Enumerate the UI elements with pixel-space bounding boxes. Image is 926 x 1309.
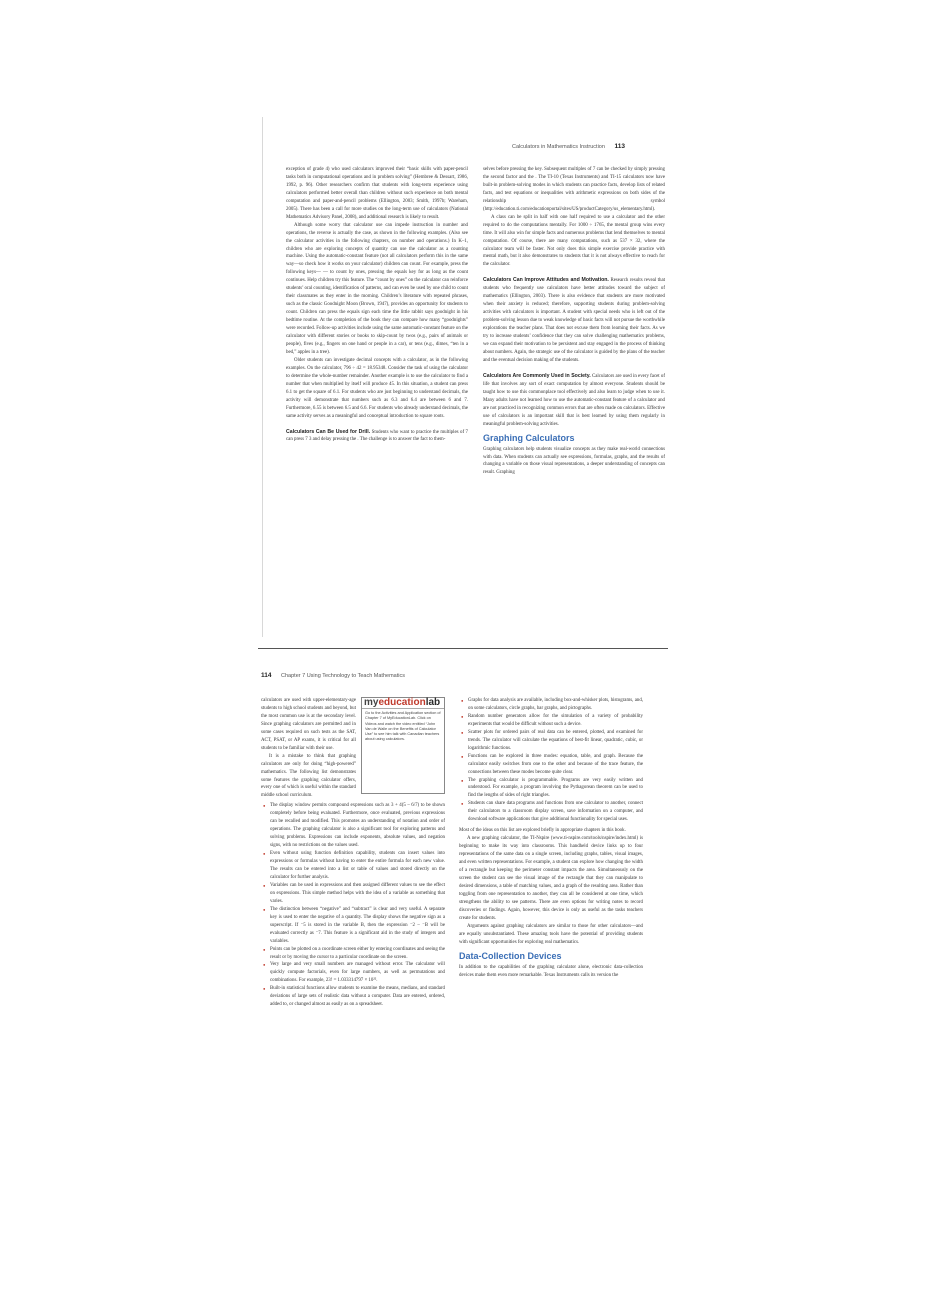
myeducationlab-sidebar bbox=[361, 697, 445, 794]
paragraph: It is a mistake to think that graphing calculators are only for doing “high-powered” mathematics. The following list demonstrates some features the graphing calculator offers, every one of which is useful within the standard middle school curriculum. bbox=[261, 753, 356, 799]
paragraph: Although some worry that calculator use can impede instruction in number and operations, the reverse is actually the case, as shown in the following examples. (Also see the calculator activities in the following chapters, on number and operations.) In K–1, children who are exploring concepts of quantity can use the calculator as a counting machine. Using the automatic-constant feature (not all calculators perform this in the same way—so check how it works on your calculator) children can count. For example, press the following keys— — to count by ones, pressing the equals key for as long as the count continues. Help children try this feature. The “count by ones” on the calculator can reinforce students’ oral counting, identification of patterns, and can even be used by one child to count their classmates as they enter in the morning. Children’s literature with repeated phrases, such as the classic Goodnight Moon (Brown, 1947), provides an opportunity for students to count. Children can press the equals sign each time the little rabbit says goodnight in his bedtime routine. At the completion of the book they can compare how many “goodnights” were recorded. Follow-up activities include using the same automatic-constant feature on the calculator with different stories or books to skip-count by twos (e.g., pairs of animals or people), fives (e.g., fingers on one hand or people in a car), or tens (e.g., dimes, “ten in a bed,” apples in a tree). bbox=[286, 222, 468, 355]
paragraph: exception of grade 4) who used calculators improved their “basic skills with paper-pencil tasks both in computational operations and in problem solving” (Hembree & Dessart, 1986, 1992, p. 96). Other researchers confirm that students with long-term experience using calculators performed better overall than children without such experience on both mental computation and paper-and-pencil problems (Ellington, 2003; Smith, 1997b; Wareham, 2005). There has been a call for more studies on the long-term use of calculators (National Mathematics Advisory Panel, 2008), and additional research is likely to result. bbox=[286, 167, 468, 220]
paragraph: selves before pressing the key. Subsequent multiples of 7 can be checked by simply pressing the second factor and the . The TI-10 (Texas Instruments) and TI-15 calculators now have built-in problem-solving modes in which students can practice facts, develop lists of related facts, and test equations or inequalities with arithmetic expressions on both sides of the relationship symbol (http://education.ti.com/educationportal/sites/US/productCategory/us_elementary.html). bbox=[483, 167, 665, 212]
running-head-113 bbox=[512, 143, 625, 150]
list-item: ● The distinction between “negative” and “subtract” is clear and very useful. A separate key is used to enter the negative of a quantity. The display shows the negative sign as a superscript. If ⁻5 is stored in the variable B, then the expression ⁻2 – ⁻B will be evaluated correctly as ⁻7. This feature is a significant aid in the study of integers and variables. bbox=[270, 906, 445, 946]
list-item: ● Variables can be used in expressions and then assigned different values to see the effect on expressions. This simple method helps with the idea of a variable as something that varies. bbox=[270, 882, 445, 906]
running-head-title: Calculators in Mathematics Instruction bbox=[512, 144, 605, 150]
list-item: ● Very large and very small numbers are managed without error. The calculator will quickly compute factorials, even for large numbers, as well as permutations and combinations. For example, 23! = 1.033314797 × 10²². bbox=[270, 961, 445, 985]
page114-right-column bbox=[459, 697, 643, 1207]
list-item: ● Graphs for data analysis are available, including box-and-whisker plots, histograms, and, on some calculators, circle graphs, bar graphs, and pictographs. bbox=[468, 697, 643, 713]
drill-paragraph bbox=[286, 429, 468, 445]
attitudes-text: Research results reveal that students who frequently use calculators have better attitudes toward the subject of mathematics (Ellington, 2003). There is also evidence that students are more motivated when their anxiety is reduced; therefore, supporting students during problem-solving activities with calculators is important. A student with special needs who is left out of the problem-solving lesson due to weak knowledge of basic facts will not pursue the worthwhile explorations the teacher plans. That does not excuse them from learning their facts. As we try to increase students’ confidence that they can solve challenging mathematics problems, we can expand their motivation to be persistent and stay engaged in the process of thinking about numbers. Again, the strategic use of the calculator is guided by the plans of the teacher and the eventual decision making of the students. bbox=[483, 278, 665, 363]
page113-right-column bbox=[483, 166, 665, 614]
running-head-114 bbox=[261, 672, 405, 679]
feature-list-right bbox=[459, 697, 643, 824]
list-item: ● The display window permits compound expressions such as 3 + 4(5 – 6/7) to be shown completely before being evaluated. Furthermore, once evaluated, previous expressions can be recalled and modified. This promotes an understanding of notation and order of operations. The graphing calculator is also a significant tool for exploring patterns and solving problems. Expressions can include exponents, absolute values, and negation signs, with no restrictions on the values used. bbox=[270, 802, 445, 850]
list-item: ● Points can be plotted on a coordinate screen either by entering coordinates and seeing the result or by moving the cursor to a particular coordinate on the screen. bbox=[270, 946, 445, 962]
list-item: ● Even without using function definition capability, students can insert values into expressions or formulas without having to enter the entire formula for each new value. The results can be entered into a list or table of values and stored directly on the calculator for further analysis. bbox=[270, 850, 445, 882]
list-item: ● Students can share data programs and functions from one calculator to another, connect their calculators to a classroom display screen, save information on a computer, and download software applications that give additional functionality for special uses. bbox=[468, 800, 643, 824]
list-item: ● Random number generators allow for the simulation of a variety of probability experiments that would be difficult without such a device. bbox=[468, 713, 643, 729]
paragraph: A new graphing calculator, the TI-Nspire (www.ti-nspire.com/tools/nspire/index.html) is beginning to make its way into classrooms. This handheld device links up to four representations of the same data on a single screen, including graphs, tables, visual images, and even written representations. For example, a student can explore how changing the width of a rectangle but keeping the perimeter constant impacts the area. Simultaneously on the screen the student can see the visual image of the rectangle that they can manipulate to desired dimensions, a table of matching values, and a graph of the resulting area. Rather than toggling from one representation to another, they can all be considered at one time, which strengthens the ability to see patterns. There are even options for writing notes to record discoveries or findings. Again, however, this device is only as useful as the tasks teachers create for students. bbox=[459, 836, 643, 921]
list-item: ● The graphing calculator is programmable. Programs are very easily written and understood. For example, a program involving the Pythagorean theorem can be used to find the lengths of sides of right triangles. bbox=[468, 777, 643, 801]
page-number-114: 114 bbox=[261, 672, 272, 679]
page114-left-column bbox=[261, 697, 445, 1207]
list-item: ● Functions can be explored in three modes: equation, table, and graph. Because the calculator easily switches from one to the other and because of the trace feature, the connections between these modes become quite clear. bbox=[468, 753, 643, 777]
drill-heading: Calculators Can Be Used for Drill. bbox=[286, 428, 371, 435]
society-heading: Calculators Are Commonly Used in Society. bbox=[483, 372, 591, 379]
society-text: Calculators are used in every facet of life that involves any sort of exact computation by almost everyone. Students should be taught how to use this commonplace tool effectively and also learn to judge when to use it. Many adults have not learned how to use the automatic-constant feature of a calculator and are not practiced in recognizing common errors that are often made on calculators. Effective use of calculators is an important skill that is best learned by using them regularly in meaningful problem-solving activities. bbox=[483, 373, 665, 427]
feature-list-left bbox=[261, 802, 445, 1009]
page-separator bbox=[258, 648, 668, 649]
paragraph: Most of the ideas on this list are explored briefly in appropriate chapters in this book. bbox=[459, 828, 626, 834]
attitudes-paragraph bbox=[483, 277, 665, 364]
page-edge-line bbox=[262, 117, 263, 637]
myeducationlab-text: Go to the Activities and Application section of Chapter 7 of MyEducationLab. Click on Videos and watch the video entitled “John Van de Walle on the Benefits of Calculator Use” to see him talk with Canadian teachers about using calculators. bbox=[365, 710, 441, 742]
society-paragraph bbox=[483, 373, 665, 429]
paragraph: Arguments against graphing calculators are similar to those for other calculators—and are equally unsubstantiated. These amazing tools have the potential of providing students with significant opportunities for exploring real mathematics. bbox=[459, 923, 643, 945]
paragraph: calculators are used with upper-elementary-age students to high school students and beyond, but the most common use is at the secondary level. Since graphing calculators are permitted and in some cases required on such tests as the SAT, ACT, PSAT, or AP exams, it is critical for all students to be familiar with their use. bbox=[261, 698, 356, 751]
paragraph: Older students can investigate decimal concepts with a calculator, as in the following examples. On the calculator, 796 ÷ 42 = 18.95348. Consider the task of using the calculator to determine the whole-number remainder. Another example is to use the calculator to find a number that when multiplied by itself will produce 45. In this situation, a student can press 6.1 to get the square of 6.1. For students who are just beginning to understand decimals, the activity will demonstrate that numbers such as 6.3 and 6.4 are between 6 and 7. Furthermore, 6.55 is between 6.5 and 6.6. For students who already understand decimals, the same activity serves as a meaningful and conceptual introduction to square roots. bbox=[286, 357, 468, 419]
myeducationlab-logo: myeducationlab bbox=[362, 698, 444, 709]
graphing-paragraph: Graphing calculators help students visualize concepts as they make real-world connections with data. When students can actually see expressions, formulas, graphs, and the results of changing a variable on those visual representations, a deeper understanding of concepts can result. Graphing bbox=[483, 446, 665, 476]
page-number-113: 113 bbox=[614, 143, 625, 150]
data-collection-heading: Data-Collection Devices bbox=[459, 950, 562, 961]
graphing-calculators-heading: Graphing Calculators bbox=[483, 432, 575, 443]
list-item: ● Scatter plots for ordered pairs of real data can be entered, plotted, and examined for trends. The calculator will calculate the equations of best-fit linear, quadratic, cubic, or logarithmic functions. bbox=[468, 729, 643, 753]
paragraph: A class can be split in half with one half required to use a calculator and the other required to do the computations mentally. For 1000 ÷ 1765, the mental group wins every time. It will also win for simple facts and numerous problems that lend themselves to mental computation. Of course, there are many computations, such as 537 × 32, where the calculator team will be faster. Not only does this simple exercise provide practice with mental math, but it also demonstrates to students that it is not always effective to reach for the calculator. bbox=[483, 214, 665, 268]
list-item: ● Built-in statistical functions allow students to examine the means, medians, and standard deviations of large sets of realistic data without a computer. Data are entered, ordered, added to, or changed almost as easily as on a spreadsheet. bbox=[270, 985, 445, 1009]
logo-swoosh-icon bbox=[437, 697, 445, 711]
running-head-chapter: Chapter 7 Using Technology to Teach Mathematics bbox=[281, 673, 405, 679]
page113-left-column bbox=[286, 166, 468, 614]
attitudes-heading: Calculators Can Improve Attitudes and Motivation. bbox=[483, 277, 609, 284]
paragraph: In addition to the capabilities of the graphing calculator alone, electronic data-collection devices make them even more remarkable. Texas Instruments calls its version the bbox=[459, 964, 643, 978]
drill-text: Students who want to practice the multiples of 7 can press 7 3 and delay pressing the . The challenge is to answer the fact to them- bbox=[286, 429, 468, 443]
